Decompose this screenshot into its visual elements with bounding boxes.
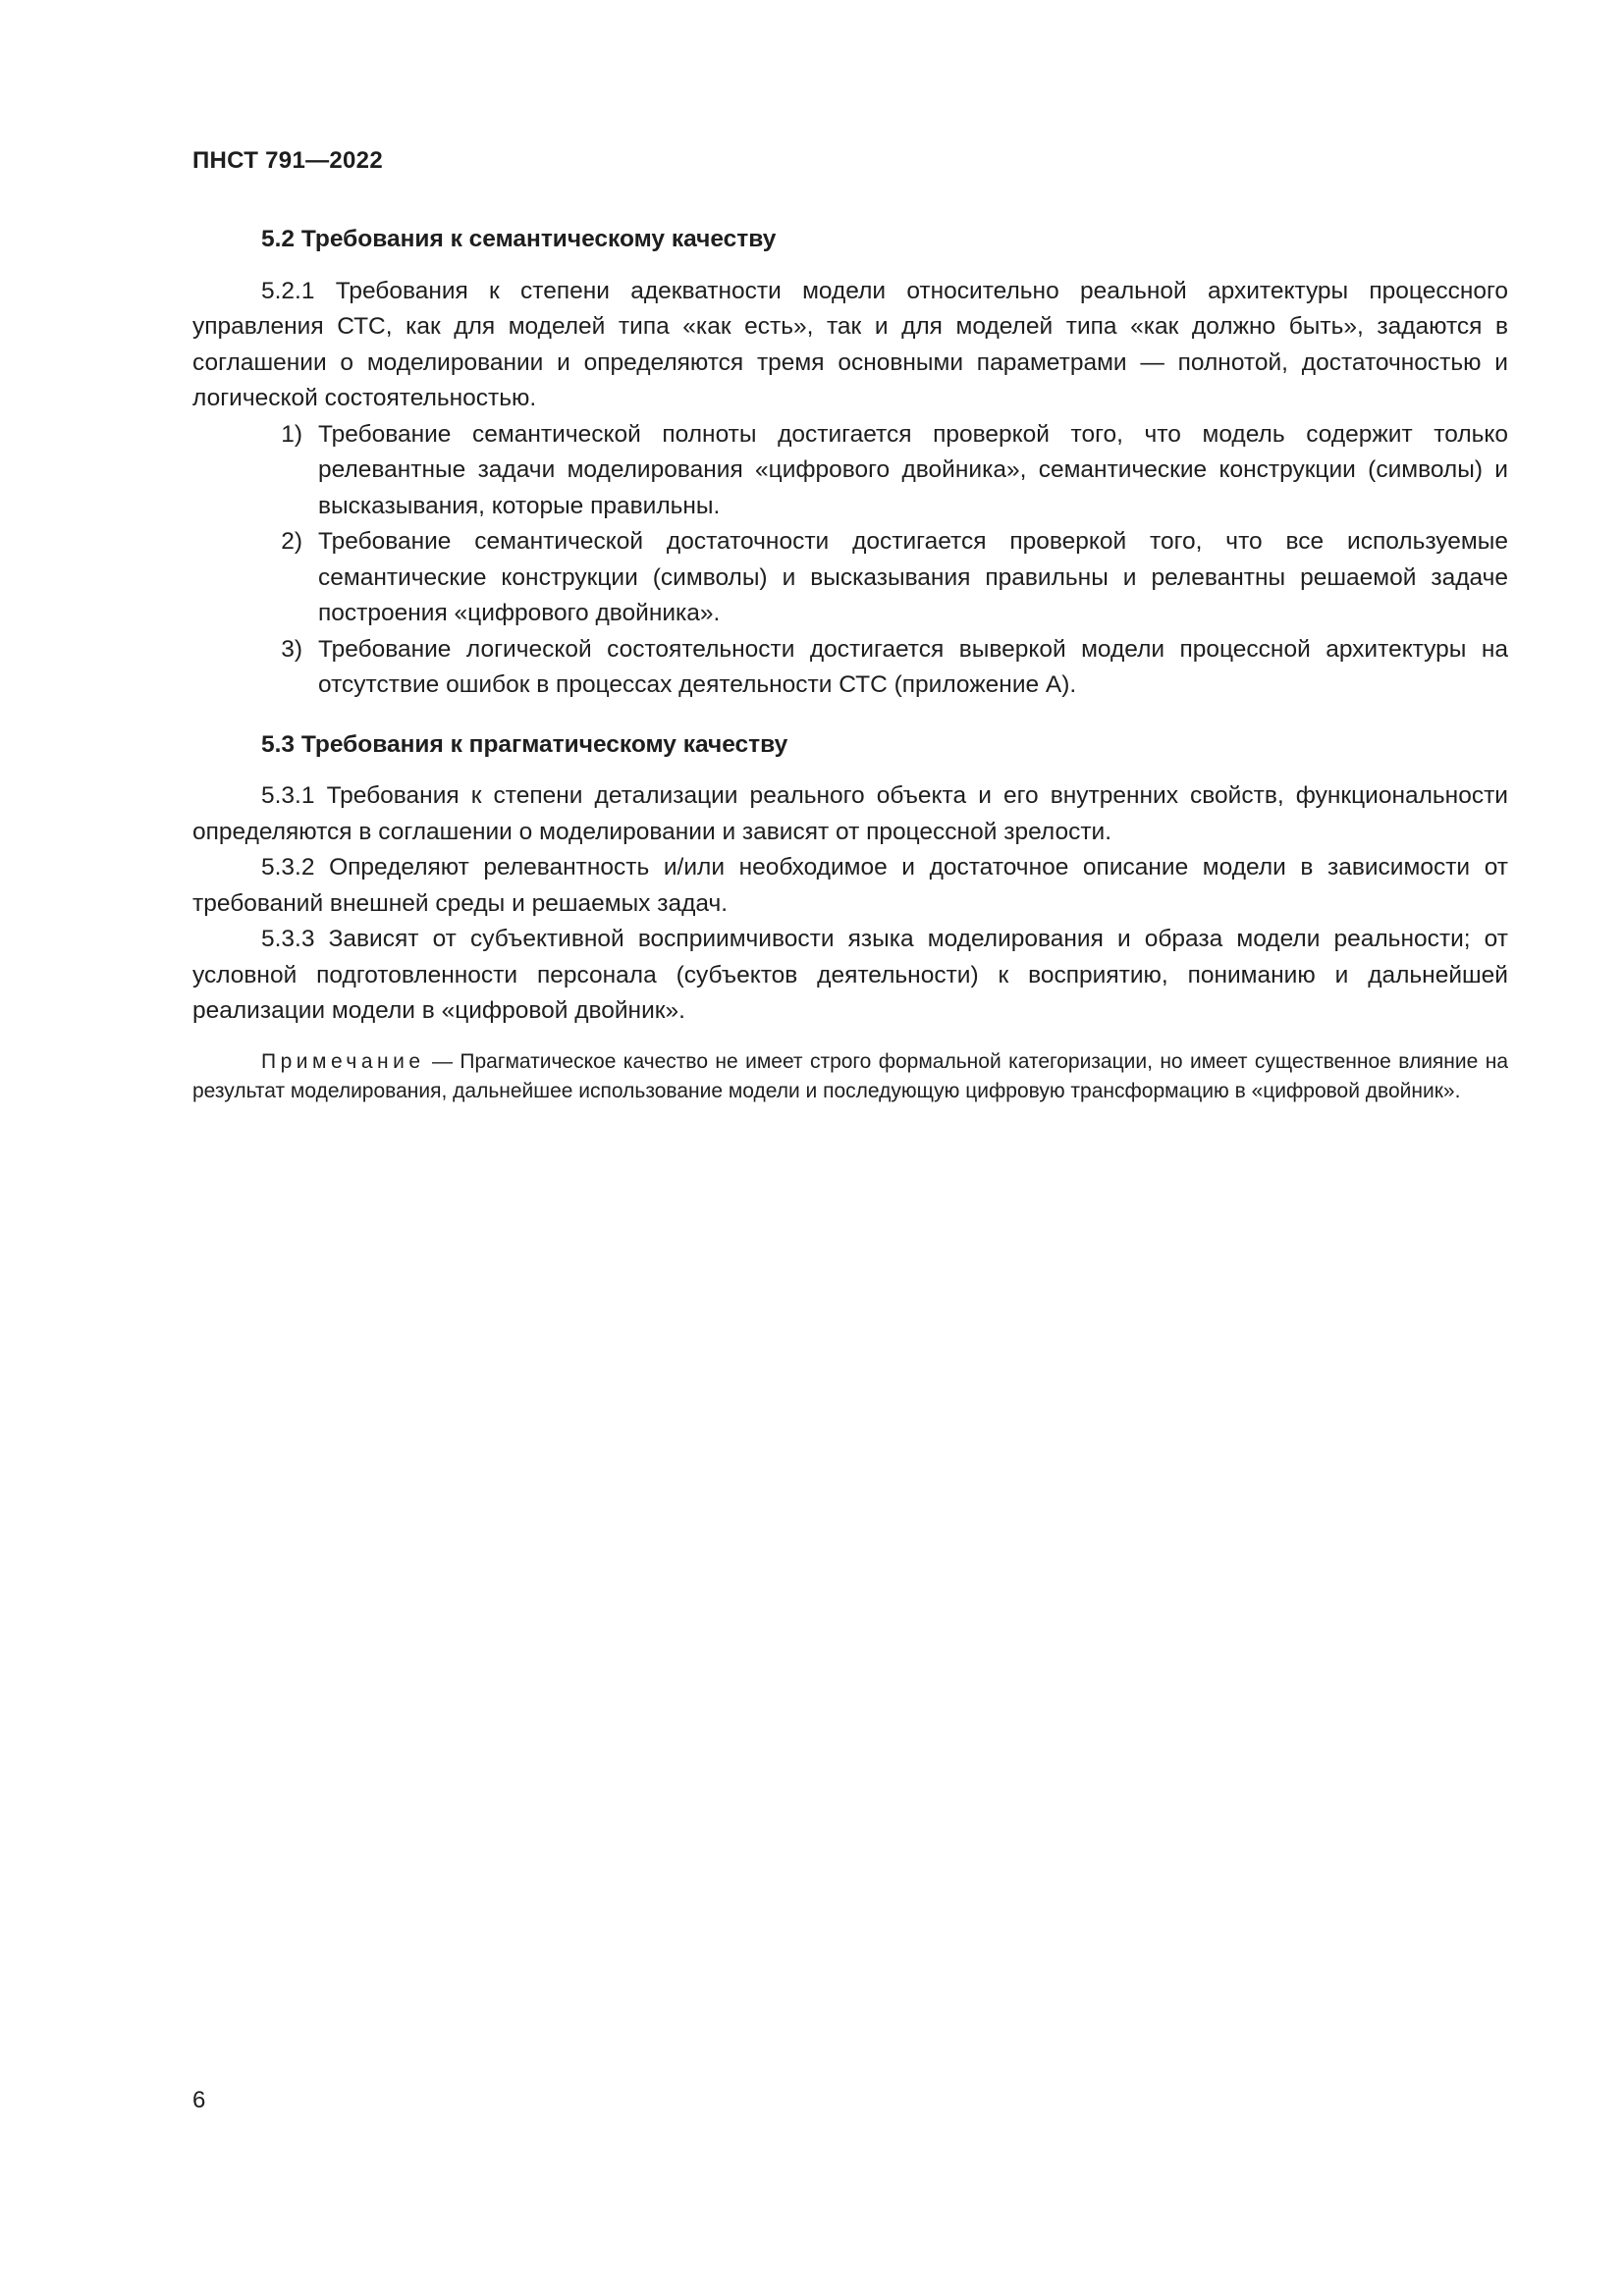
document-id-header: ПНСТ 791—2022: [192, 147, 383, 174]
list-item-number: 2): [281, 528, 302, 555]
document-body: [192, 222, 1508, 1127]
document-page: [192, 0, 1508, 2296]
section-5-3-title: 5.3 Требования к прагматическому качеству: [261, 730, 788, 758]
note-label: Примечание: [261, 1049, 425, 1073]
note-text: — Прагматическое качество не имеет строго формальной категоризации, но имеет существенное влияние на результат моделирования, дальнейшее использование модели и последующую цифровую трансформацию в «цифровой двойник».: [192, 1049, 1508, 1102]
list-item-number: 1): [281, 420, 302, 448]
list-item-text: Требование семантической полноты достигается проверкой того, что модель содержит только релевантные задачи моделирования «цифрового двойника», семантические конструкции (символы) и высказывания, которые правильны.: [318, 420, 1508, 519]
paragraph-5-3-3: 5.3.3 Зависят от субъективной восприимчивости языка моделирования и образа модели реальности; от условной подготовленности персонала (субъектов деятельности) к восприятию, пониманию и дальнейшей реализации модели в «цифровой двойник».: [192, 926, 1508, 1024]
paragraph-5-3-1: 5.3.1 Требования к степени детализации реального объекта и его внутренних свойств, функциональности определяются в соглашении о моделировании и зависят от процессной зрелости.: [192, 782, 1508, 845]
section-5-2-title: 5.2 Требования к семантическому качеству: [261, 226, 777, 252]
list-item-number: 3): [281, 635, 302, 663]
list-item-text: Требование логической состоятельности достигается выверкой модели процессной архитектуры на отсутствие ошибок в процессах деятельности СТС (приложение А).: [318, 635, 1508, 698]
paragraph-5-3-2: 5.3.2 Определяют релевантность и/или необходимое и достаточное описание модели в зависимости от требований внешней среды и решаемых задач.: [192, 854, 1508, 917]
page-number: 6: [192, 2087, 206, 2113]
list-item: [192, 524, 1508, 632]
paragraph-5-2-1: 5.2.1 Требования к степени адекватности модели относительно реальной архитектуры процессного управления СТС, как для моделей типа «как есть», так и для моделей типа «как должно быть», задаются в соглашении о моделировании и определяются тремя основными параметрами — полнотой, достаточностью и логической состоятельностью.: [192, 277, 1508, 411]
list-item-text: Требование семантической достаточности достигается проверкой того, что все используемые семантические конструкции (символы) и высказывания правильны и релевантны решаемой задаче построения «цифрового двойника».: [318, 528, 1508, 626]
note: [192, 1047, 1508, 1106]
list-item: [192, 417, 1508, 525]
list-item: [192, 632, 1508, 704]
